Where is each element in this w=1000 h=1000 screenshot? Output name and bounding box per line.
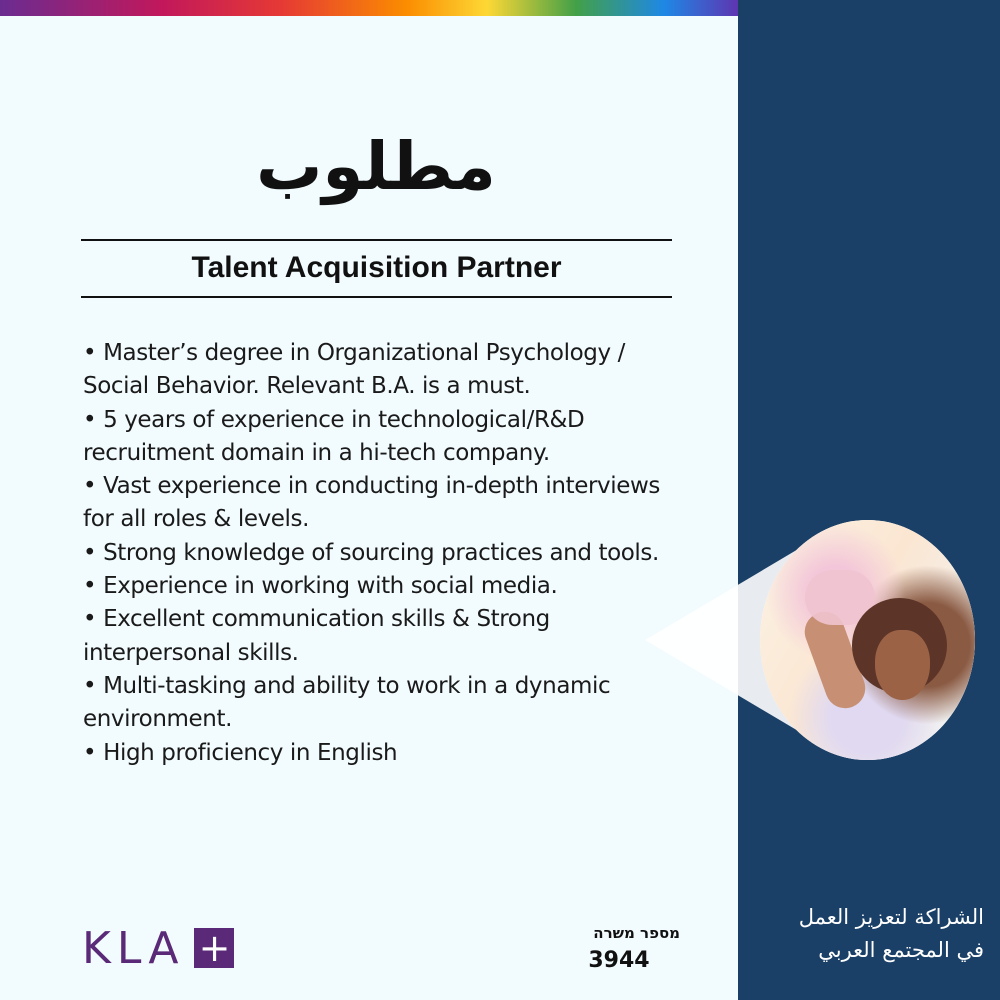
requirement-item: • Excellent communication skills & Strong interpersonal skills.	[83, 606, 550, 666]
requirement-item: • Vast experience in conducting in-depth interviews for all roles & levels.	[83, 473, 660, 533]
rainbow-top-strip	[0, 0, 738, 16]
partnership-line-2: في المجتمع العربي	[818, 938, 984, 962]
job-title: Talent Acquisition Partner	[191, 251, 562, 284]
requirements-list	[83, 337, 693, 770]
job-number-label: מספר משרה	[593, 924, 680, 942]
logo-plus-icon: +	[194, 928, 234, 968]
requirement-item: • Master’s degree in Organizational Psychology / Social Behavior. Relevant B.A. is a must.	[83, 340, 625, 400]
job-number: 3944	[588, 948, 650, 973]
partnership-line-1: الشراكة لتعزيز العمل	[798, 905, 984, 929]
title-rule-bottom	[81, 296, 672, 298]
title-rule-top	[81, 239, 672, 241]
requirement-item: • Multi-tasking and ability to work in a dynamic environment.	[83, 672, 611, 733]
page-heading: مطلوب	[256, 128, 496, 205]
requirement-item: • Experience in working with social media.	[83, 573, 558, 600]
partnership-tagline	[748, 901, 984, 967]
requirement-item: • Strong knowledge of sourcing practices and tools.	[83, 539, 659, 566]
right-side-panel	[738, 0, 1000, 1000]
photo-face	[875, 630, 930, 700]
photo-circle	[760, 520, 975, 760]
requirement-item: • High proficiency in English	[83, 739, 398, 766]
kla-logo	[82, 924, 234, 972]
logo-text: KLA	[82, 922, 185, 974]
requirement-item: • 5 years of experience in technological/R&D recruitment domain in a hi-tech company.	[83, 406, 585, 466]
